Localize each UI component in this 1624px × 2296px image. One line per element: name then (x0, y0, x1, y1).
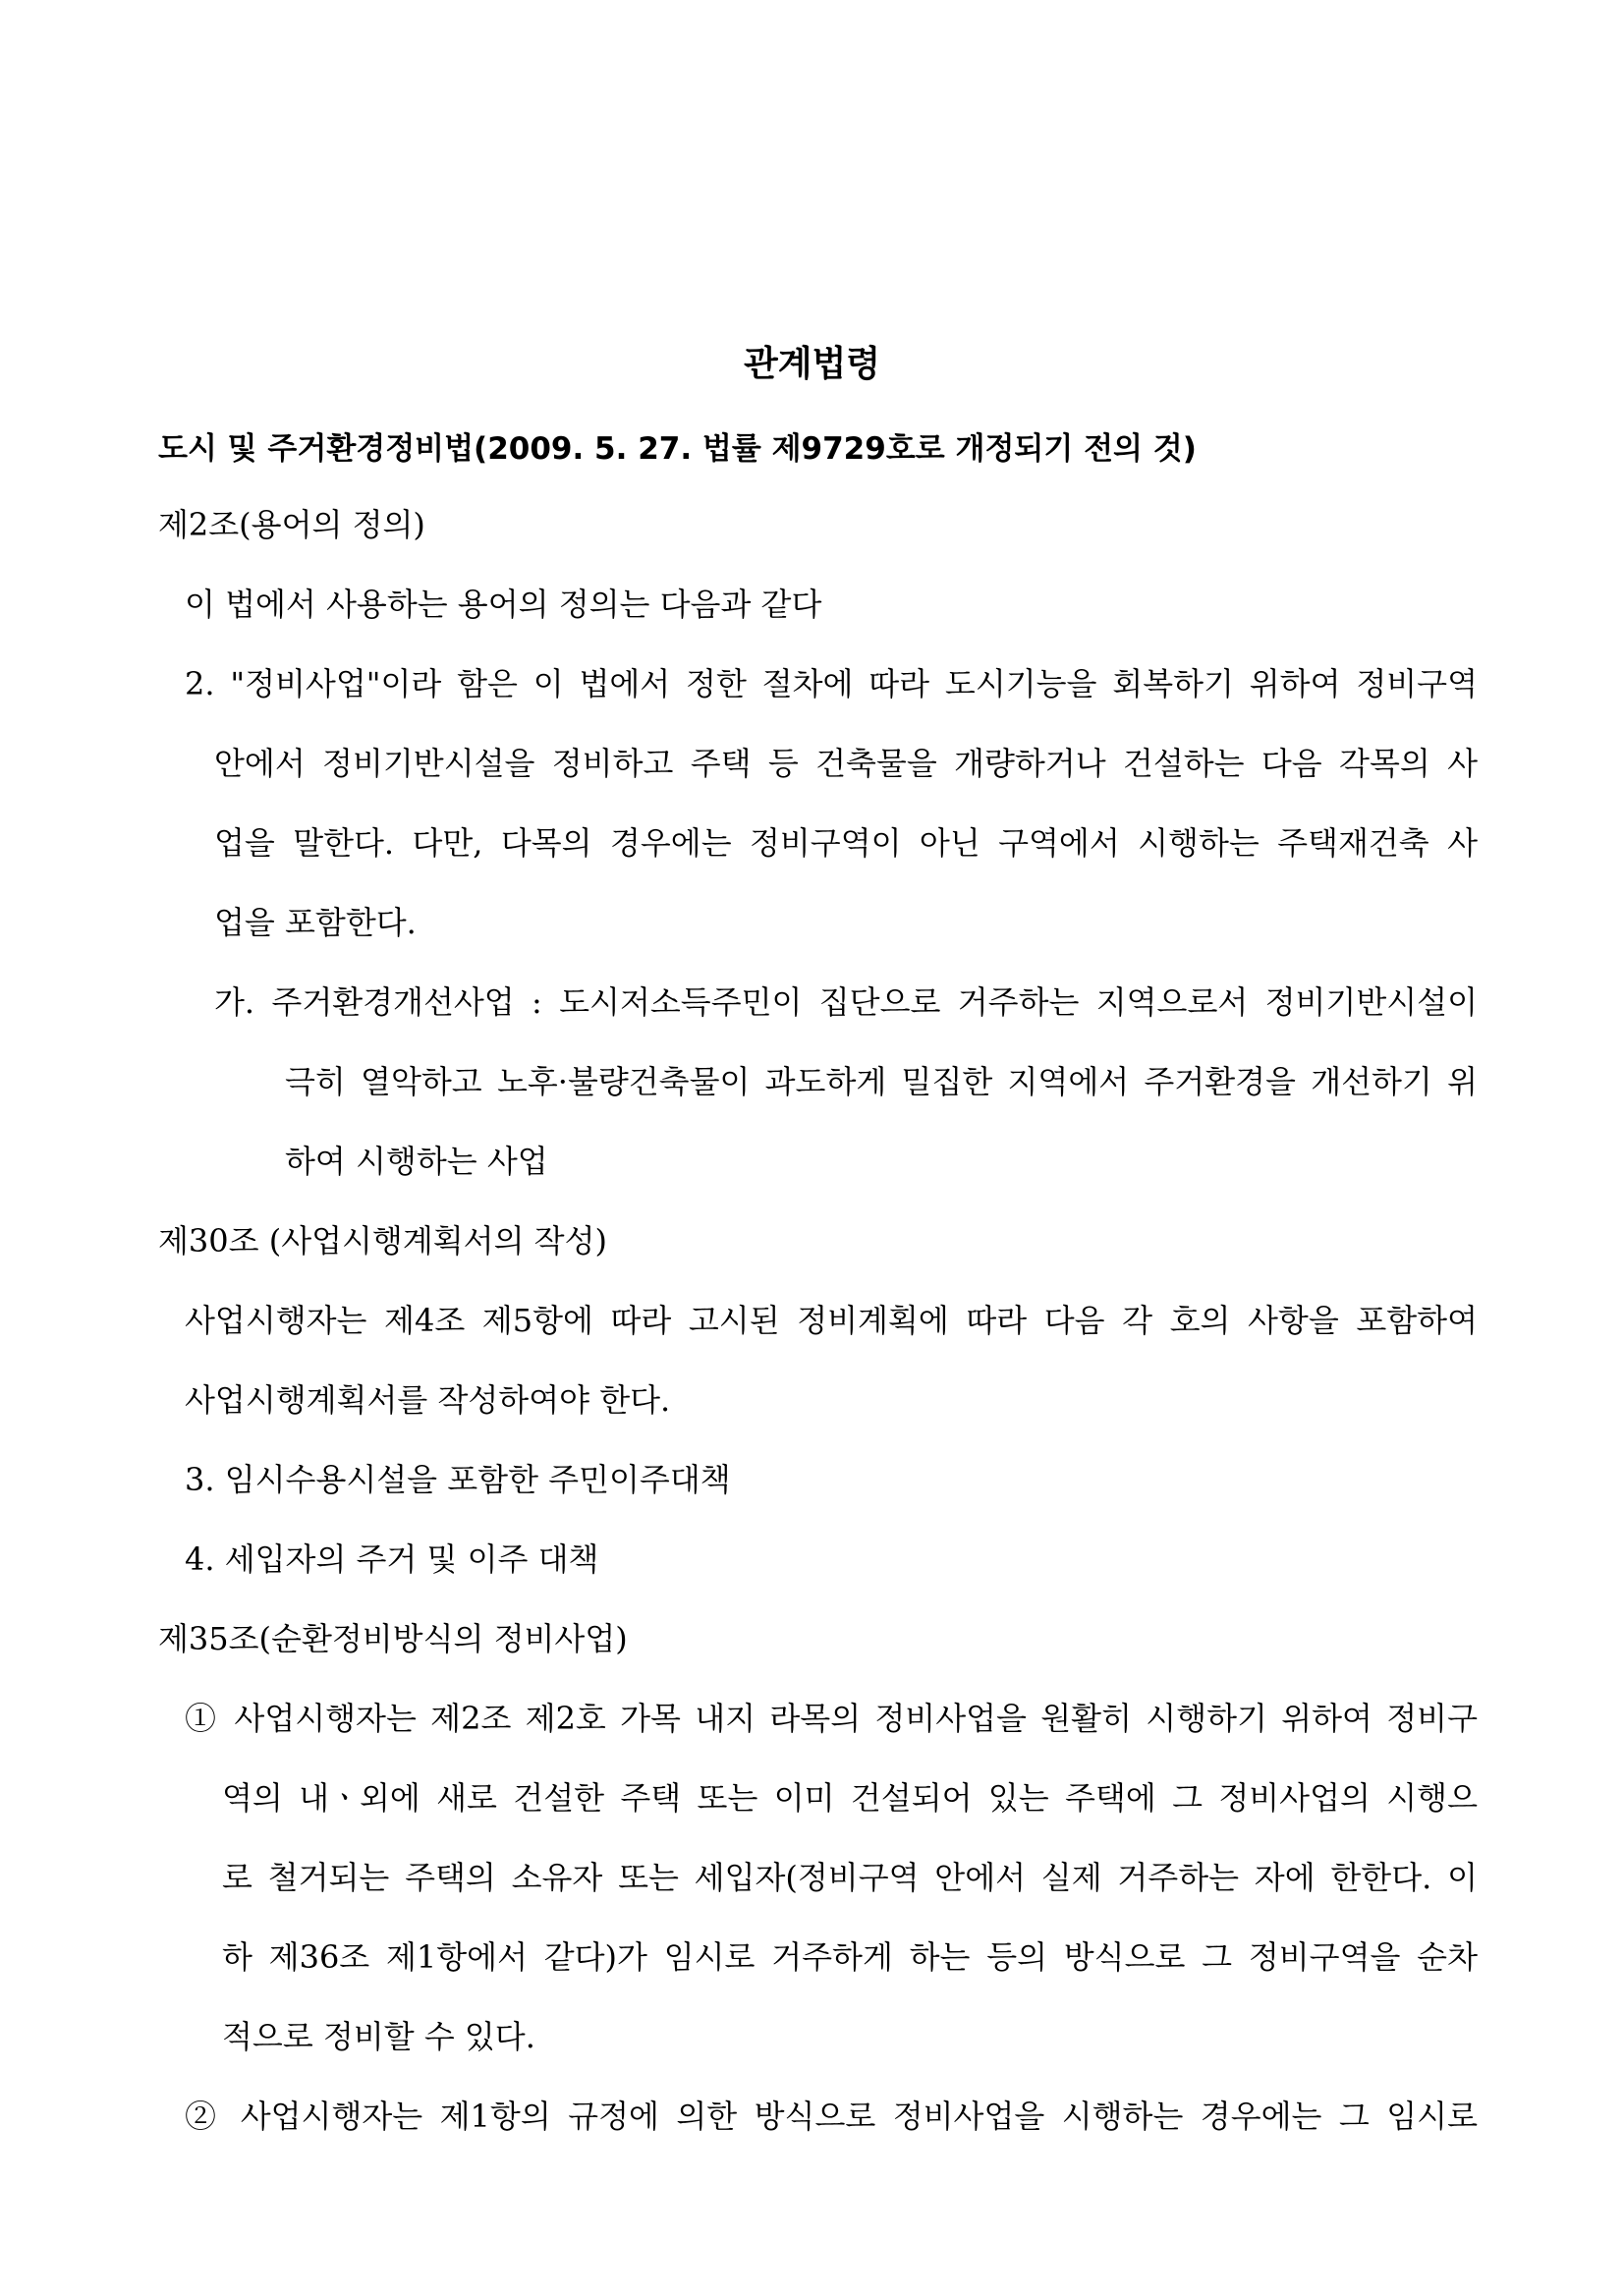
article-30-item-3: 3. 임시수용시설을 포함한 주민이주대책 (185, 1461, 731, 1498)
article-35-para-2-line-1: ② 사업시행자는 제1항의 규정에 의한 방식으로 정비사업을 시행하는 경우에는 그 임시로 (185, 2098, 1478, 2135)
article-2-sub-item-ga-line-3: 하여 시행하는 사업 (285, 1143, 548, 1180)
article-30-heading: 제30조 (사업시행계획서의 작성) (158, 1222, 607, 1260)
article-2-sub-item-ga-line-2: 극히 열악하고 노후·불량건축물이 과도하게 밀집한 지역에서 주거환경을 개선하기 위 (285, 1063, 1478, 1100)
article-35-para-1-line-1: ① 사업시행자는 제2조 제2호 가목 내지 라목의 정비사업을 원활히 시행하기 위하여 정비구 (185, 1700, 1478, 1737)
article-35-para-1-line-5: 적으로 정비할 수 있다. (222, 2018, 535, 2055)
page-title: 관계법령 (743, 344, 881, 384)
article-30-intro-line-1: 사업시행자는 제4조 제5항에 따라 고시된 정비계획에 따라 다음 각 호의 사항을 포함하여 (185, 1302, 1478, 1339)
article-35-heading: 제35조(순환정비방식의 정비사업) (158, 1620, 628, 1657)
article-2-item-2-line-2: 안에서 정비기반시설을 정비하고 주택 등 건축물을 개량하거나 건설하는 다음 각목의 사 (214, 745, 1478, 782)
article-30-item-4: 4. 세입자의 주거 및 이주 대책 (185, 1540, 599, 1578)
article-2-heading: 제2조(용어의 정의) (158, 506, 425, 543)
article-35-para-1-line-2: 역의 내ㆍ외에 새로 건설한 주택 또는 이미 건설되어 있는 주택에 그 정비사업의 시행으 (222, 1779, 1478, 1817)
law-title: 도시 및 주거환경정비법(2009. 5. 27. 법률 제9729호로 개정되기 전의 것) (158, 431, 1197, 467)
article-2-item-2-line-3: 업을 말한다. 다만, 다목의 경우에는 정비구역이 아닌 구역에서 시행하는 주택재건축 사 (214, 824, 1478, 862)
article-35-para-1-line-3: 로 철거되는 주택의 소유자 또는 세입자(정비구역 안에서 실제 거주하는 자에 한한다. 이 (222, 1859, 1478, 1896)
article-2-item-2-line-4: 업을 포함한다. (214, 904, 417, 941)
article-2-intro: 이 법에서 사용하는 용어의 정의는 다음과 같다 (185, 586, 822, 623)
article-2-sub-item-ga-line-1: 가. 주거환경개선사업 : 도시저소득주민이 집단으로 거주하는 지역으로서 정비기반시설이 (214, 983, 1478, 1021)
article-30-intro-line-2: 사업시행계획서를 작성하여야 한다. (185, 1381, 671, 1419)
article-2-item-2-line-1: 2. "정비사업"이라 함은 이 법에서 정한 절차에 따라 도시기능을 회복하기 위하여 정비구역 (185, 665, 1478, 702)
article-35-para-1-line-4: 하 제36조 제1항에서 같다)가 임시로 거주하게 하는 등의 방식으로 그 정비구역을 순차 (222, 1938, 1478, 1976)
